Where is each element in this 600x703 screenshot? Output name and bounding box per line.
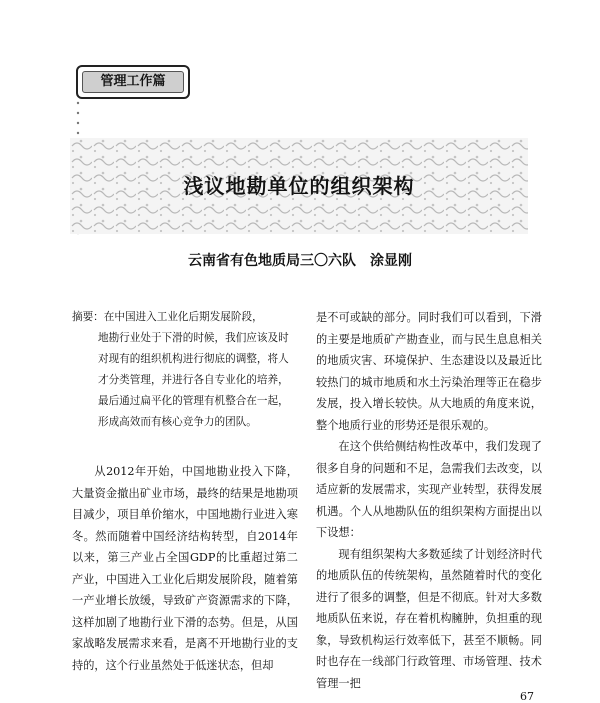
paragraph: 现有组织架构大多数延续了计划经济时代的地质队伍的传统架构，虽然随着时代的变化进行了很多的调整，但是不彻底。针对大多数地质队伍来说，存在着机构臃肿，负担重的现象，导致机构运行效率低下，甚至不顺畅。同时也存在一线部门行政管理、市场管理、技术管理一把 — [316, 547, 542, 690]
abstract-text: 地勘行业处于下滑的时候，我们应该及时对现有的组织机构进行彻底的调整，将人才分类管理，并进行各自专业化的培养，最后通过扁平化的管理有机整合在一起，形成高效而有核心竞争力的团队。 — [98, 332, 289, 428]
paragraph: 是不可或缺的部分。同时我们可以看到，下滑的主要是地质矿产勘查业，而与民生息息相关的地质灾害、环境保护、生态建设以及最近比较热门的城市地质和水土污染治理等正在稳步发展，投入增长较快。从大地质的角度来说，整个地质行业的形势还是很乐观的。 — [316, 311, 542, 432]
section-tag-label: 管理工作篇 — [82, 71, 184, 93]
abstract-first-line: 在中国进入工业化后期发展阶段， — [103, 311, 263, 323]
abstract — [72, 307, 298, 433]
section-tag — [76, 65, 190, 99]
paragraph: 从2012年开始，中国地勘业投入下降，大量资金撤出矿业市场，最终的结果是地勘项目减少，项目单价缩水，中国地勘行业进入寒冬。然而随着中国经济结构转型，自2014年以来，第三产业占全国GDP的比重超过第二产业，中国进入工业化后期发展阶段，随着第一产业增长放缓，导致矿产资源需求的下降，这样加剧了地勘行业下滑的态势。但是，从国家战略发展需求来看，是离不开地勘行业的支持的，这个行业虽然处于低迷状态，但却 — [72, 465, 298, 672]
body-column-left — [72, 461, 298, 676]
page-number: 67 — [520, 690, 534, 703]
author-line: 云南省有色地质局三〇六队 涂显刚 — [188, 253, 412, 269]
paragraph: 在这个供给侧结构性改革中，我们发现了很多自身的问题和不足，急需我们去改变，以适应新的发展需求，实现产业转型，获得发展机遇。个人从地勘队伍的组织架构方面提出以下设想： — [316, 440, 542, 539]
article-title: 浅议地勘单位的组织架构 — [183, 174, 415, 198]
abstract-label: 摘要： — [72, 311, 104, 323]
body-column-right — [316, 307, 542, 694]
